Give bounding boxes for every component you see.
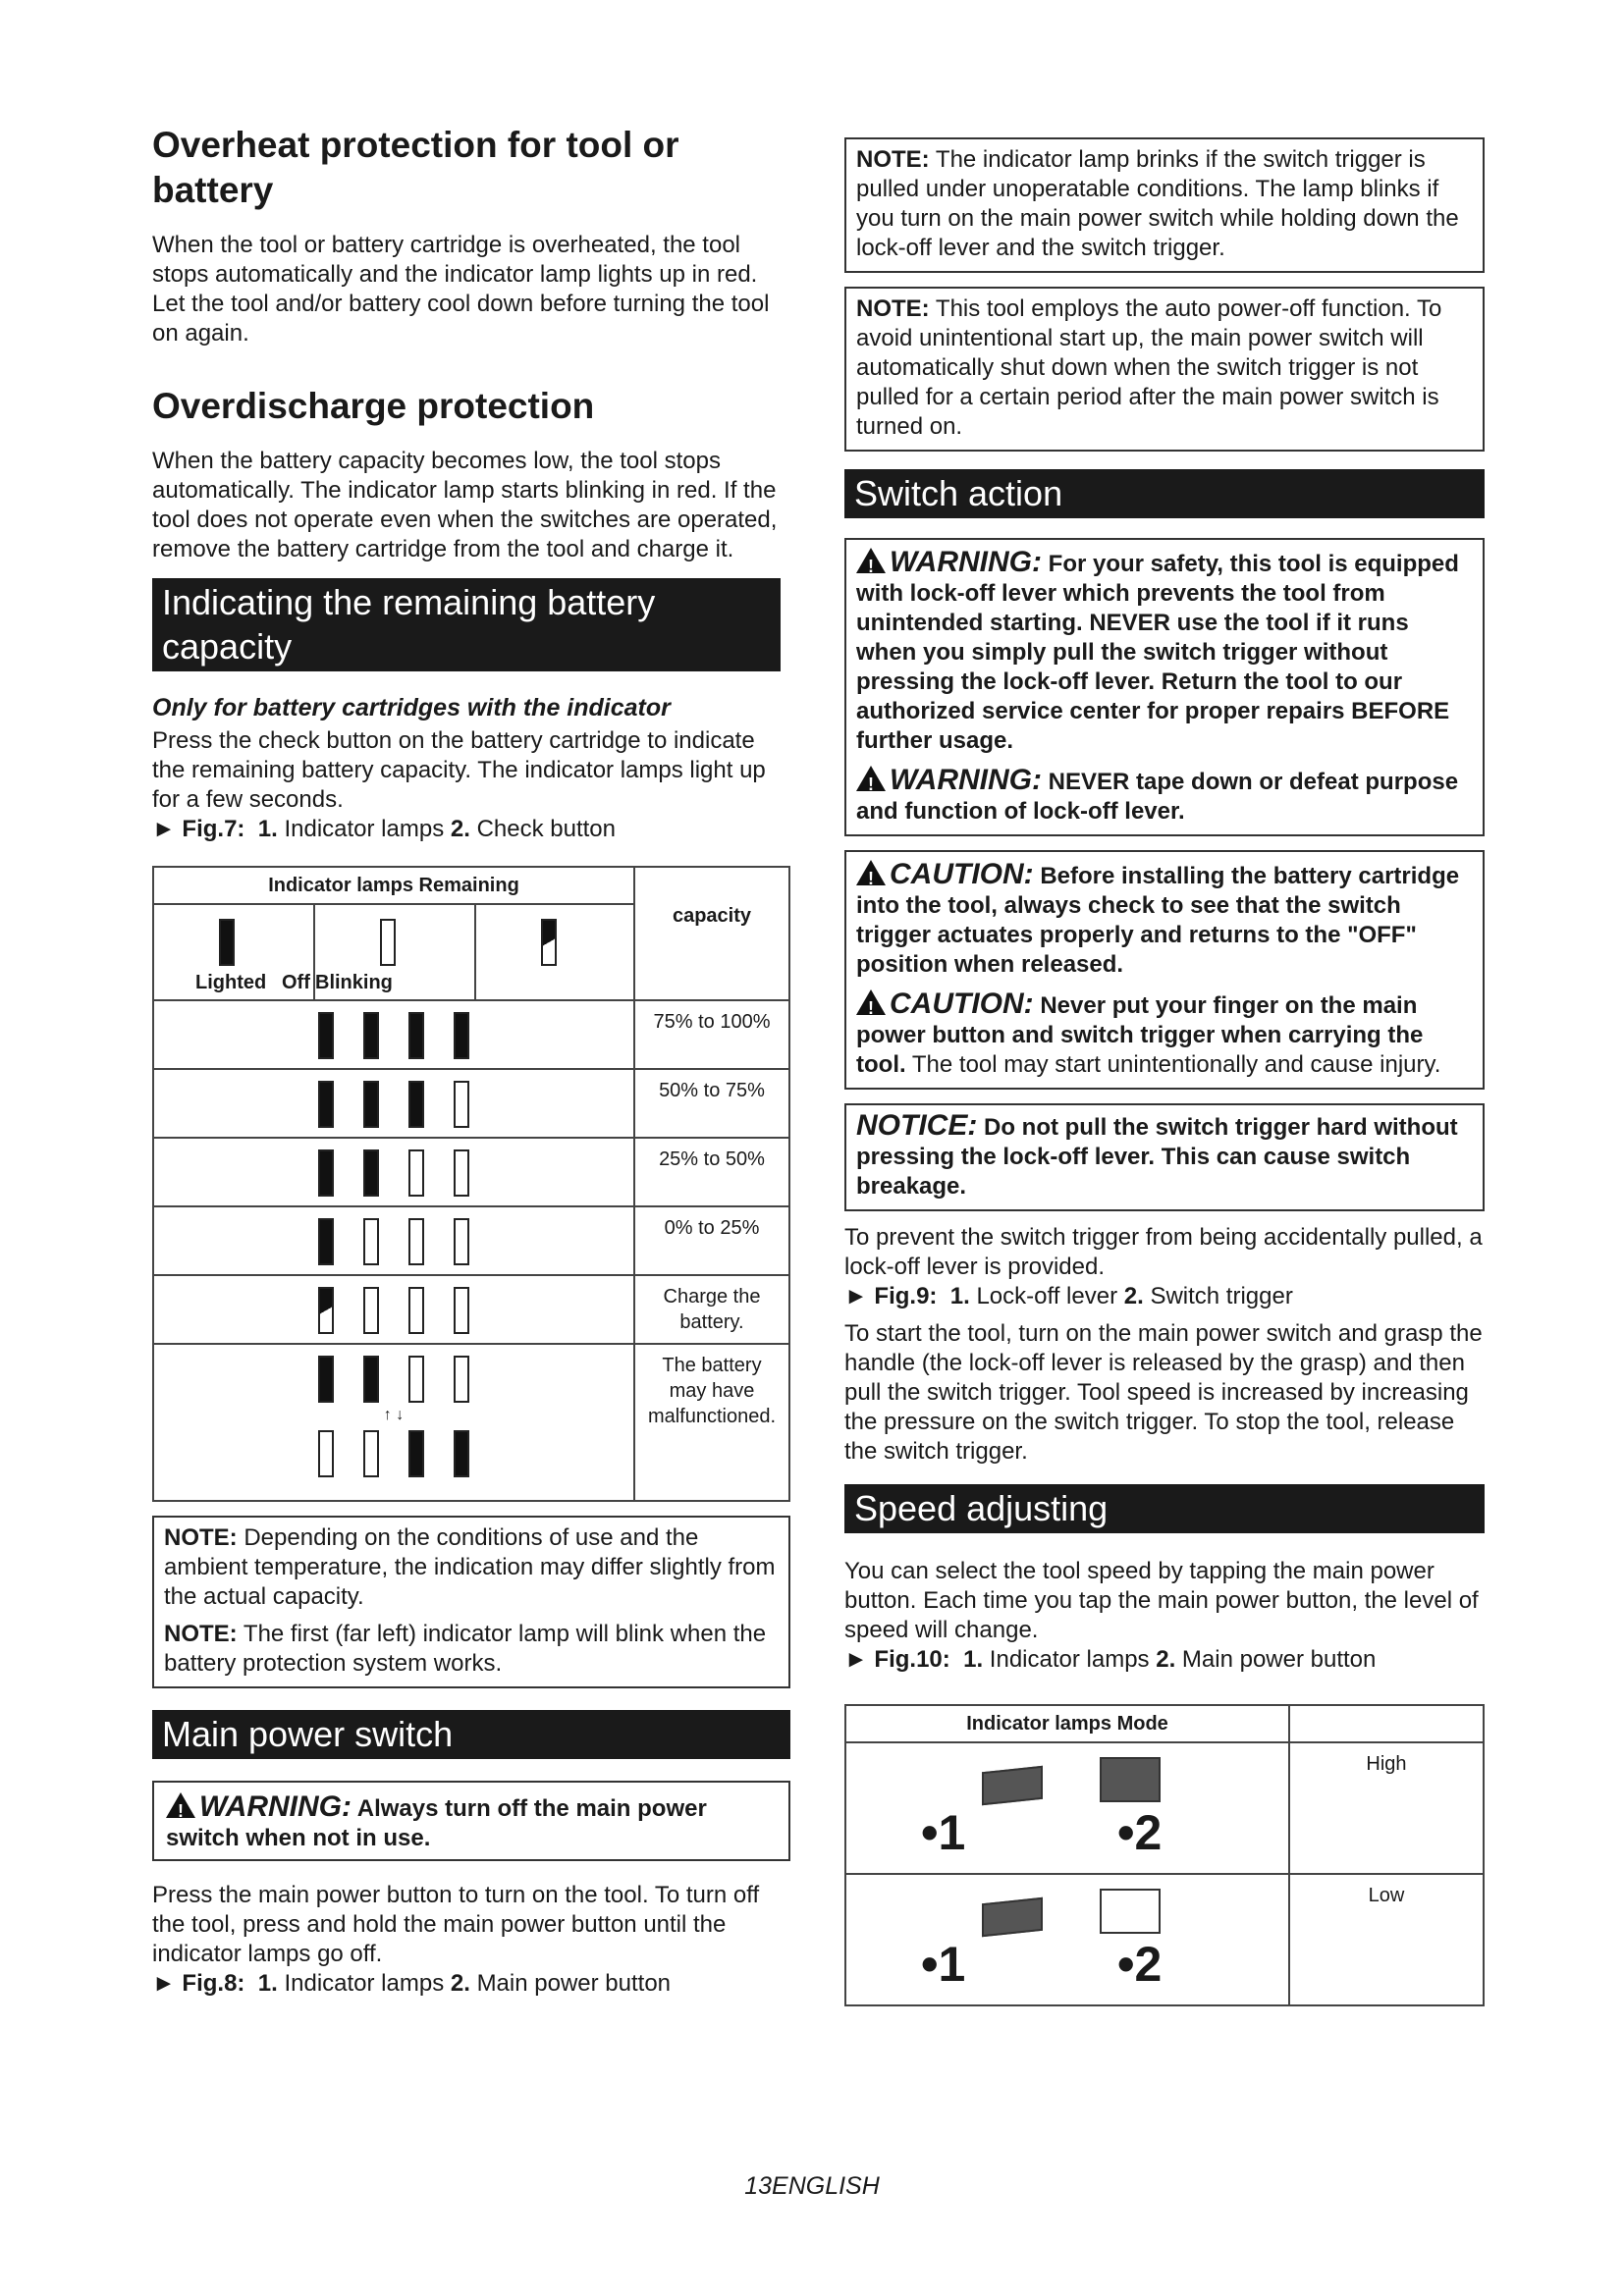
warning-text: NEVER tape down or defeat purpose and function of lock-off lever.	[856, 769, 1459, 825]
note1-text: Depending on the conditions of use and the ambient temperature, the indication may differ slightly from the actual capacity.	[164, 1524, 776, 1610]
fig8-t2: Main power button	[476, 1970, 672, 1997]
fig7-t2: Check button	[476, 816, 616, 842]
fig9-caption	[844, 1282, 1485, 1311]
mode-lamp-2-on	[1100, 1757, 1161, 1802]
fig10-label: ► Fig.10:	[844, 1646, 950, 1673]
mode-value: Low	[1368, 1885, 1405, 1906]
lamp	[454, 1356, 469, 1403]
lamp	[363, 1287, 379, 1334]
caution-text: The tool may start unintentionally and cause injury.	[911, 1051, 1441, 1078]
caution-bold-text: Never put your finger on the main power button and switch trigger when carrying the tool.	[856, 992, 1424, 1078]
lamp	[454, 1430, 469, 1477]
lamp	[318, 1430, 334, 1477]
lamp	[318, 1287, 334, 1334]
fig10-n1: 1.	[963, 1646, 984, 1673]
mode-label-2: •2	[1117, 1937, 1163, 1992]
legend-blinking: Blinking	[315, 972, 393, 993]
start-text: To start the tool, turn on the main power switch and grasp the handle (the lock-off lever is released by the grasp) and then pull the switch trigger. Tool speed is increased by increasing the pressure on the switch trigger. To stop the tool, release the switch trigger.	[844, 1320, 1483, 1465]
note1-label: NOTE:	[164, 1524, 238, 1551]
notice-label: NOTICE:	[856, 1109, 978, 1142]
warning-icon	[166, 1792, 195, 1818]
fig8-caption	[152, 1969, 790, 1999]
lamp	[318, 1149, 334, 1197]
mode-lamp-1-on	[982, 1897, 1043, 1938]
lamp	[363, 1081, 379, 1128]
lamp	[408, 1430, 424, 1477]
note2	[164, 1620, 779, 1679]
mode-label-1: •1	[921, 1937, 966, 1992]
fig8-t1: Indicator lamps	[284, 1970, 445, 1997]
speed-adjusting-banner: Speed adjusting	[844, 1484, 1485, 1533]
note-box-left	[152, 1516, 790, 1688]
note4-label: NOTE:	[856, 295, 930, 322]
lamp	[454, 1287, 469, 1334]
mode-value: High	[1366, 1753, 1407, 1775]
main-power-warning	[152, 1781, 790, 1861]
warning-label: WARNING:	[890, 546, 1042, 578]
note3-text: The indicator lamp brinks if the switch trigger is pulled under unoperatable conditions. The lamp blinks if you turn on the main power switch while holding down the lock-off lever and the switch trigger.	[856, 146, 1459, 261]
switch-warning-box	[844, 538, 1485, 836]
note1	[164, 1523, 779, 1612]
fig10-n2: 2.	[1156, 1646, 1176, 1673]
capacity-value: 75% to 100%	[653, 1011, 771, 1033]
remaining-subtitle: Only for battery cartridges with the indicator	[152, 694, 671, 721]
overdischarge-text: When the battery capacity becomes low, the tool stops automatically. The indicator lamp starts blinking in red. If the tool does not operate even when the switches are operated, remove the battery cartridge from the tool and charge it.	[152, 448, 778, 562]
lamp	[318, 1218, 334, 1265]
fig8-label: ► Fig.8:	[152, 1970, 245, 1997]
note4-box	[844, 287, 1485, 452]
lamp	[363, 1356, 379, 1403]
lamp	[408, 1287, 424, 1334]
legend-lamp-lighted	[219, 919, 235, 966]
warning-text: Always turn off the main power switch when not in use.	[166, 1795, 707, 1851]
lamp	[318, 1356, 334, 1403]
caution-text: Before installing the battery cartridge into the tool, always check to see that the switch trigger actuates properly and returns to the "OFF" position when released.	[856, 863, 1460, 978]
caution-box	[844, 850, 1485, 1090]
capacity-value: Charge the battery.	[663, 1286, 761, 1333]
lamp	[454, 1081, 469, 1128]
lamp	[318, 1012, 334, 1059]
capacity-value: The battery may have malfunctioned.	[647, 1355, 777, 1427]
left-column	[152, 123, 790, 1999]
main-power-text: Press the main power button to turn on the tool. To turn off the tool, press and hold the main power button until the indicator lamps go off.	[152, 1882, 760, 1967]
note2-text: The first (far left) indicator lamp will blink when the battery protection system works.	[164, 1621, 767, 1677]
mode-table	[844, 1704, 1485, 2006]
capacity-value: 0% to 25%	[664, 1217, 760, 1239]
overheat-text: When the tool or battery cartridge is overheated, the tool stops automatically and the indicator lamp lights up in red. Let the tool and/or battery cool down before turning the tool on again.	[152, 232, 770, 347]
mode-label-1: •1	[921, 1805, 966, 1860]
legend-lamp-blinking	[541, 919, 557, 966]
note2-label: NOTE:	[164, 1621, 238, 1647]
note3-box	[844, 137, 1485, 273]
mode-table-header: Indicator lamps Mode	[966, 1713, 1168, 1735]
warning-label: WARNING:	[890, 764, 1042, 796]
fig9-label: ► Fig.9:	[844, 1283, 938, 1309]
caution-label: CAUTION:	[890, 988, 1034, 1020]
warning-label: WARNING:	[199, 1790, 352, 1823]
speed-text: You can select the tool speed by tapping the main power button. Each time you tap the main power button, the level of speed will change.	[844, 1558, 1479, 1643]
lamp	[363, 1218, 379, 1265]
fig9-n2: 2.	[1123, 1283, 1144, 1309]
warning-icon	[856, 766, 886, 791]
caution-icon	[856, 860, 886, 885]
legend-lighted: Lighted	[195, 972, 267, 993]
fig8-n2: 2.	[450, 1970, 470, 1997]
overdischarge-title: Overdischarge protection	[152, 386, 595, 426]
fig9-n1: 1.	[949, 1283, 970, 1309]
right-column	[844, 137, 1485, 2006]
fig8-n1: 1.	[257, 1970, 278, 1997]
lamp	[408, 1218, 424, 1265]
fig10-t2: Main power button	[1181, 1646, 1377, 1673]
overheat-title: Overheat protection for tool or battery	[152, 125, 679, 210]
capacity-value: 25% to 50%	[659, 1148, 765, 1170]
lamp	[408, 1149, 424, 1197]
remaining-banner: Indicating the remaining battery capacity	[152, 578, 781, 671]
fig7-n2: 2.	[450, 816, 470, 842]
warning-icon	[856, 548, 886, 573]
capacity-table	[152, 866, 790, 1502]
switch-action-banner: Switch action	[844, 469, 1485, 518]
lamp	[408, 1356, 424, 1403]
fig9-t2: Switch trigger	[1150, 1283, 1293, 1309]
lockoff-text: To prevent the switch trigger from being accidentally pulled, a lock-off lever is provided.	[844, 1224, 1483, 1280]
lamp	[454, 1218, 469, 1265]
remaining-text: Press the check button on the battery cartridge to indicate the remaining battery capacity. The indicator lamps light up for a few seconds.	[152, 727, 766, 813]
caution-label: CAUTION:	[890, 858, 1034, 890]
notice-text: Do not pull the switch trigger hard without pressing the lock-off lever. This can cause switch breakage.	[856, 1114, 1458, 1200]
table-header-lamps: Indicator lamps Remaining	[154, 868, 633, 905]
legend-lamp-off	[380, 919, 396, 966]
alternate-arrows-icon: ↑ ↓	[383, 1407, 405, 1423]
legend-off: Off	[282, 972, 310, 993]
fig7-caption	[152, 815, 790, 844]
note3-label: NOTE:	[856, 146, 930, 173]
fig7-label: ► Fig.7:	[152, 816, 245, 842]
fig9-t1: Lock-off lever	[976, 1283, 1118, 1309]
note4-text: This tool employs the auto power-off function. To avoid unintentional start up, the main power switch will automatically shut down when the switch trigger is not pulled for a certain period after the main power switch is turned on.	[856, 295, 1442, 440]
main-power-banner: Main power switch	[152, 1710, 790, 1759]
lamp	[363, 1149, 379, 1197]
fig7-n1: 1.	[257, 816, 278, 842]
lamp	[454, 1012, 469, 1059]
lamp	[363, 1012, 379, 1059]
mode-lamp-1-on	[982, 1766, 1043, 1806]
lamp	[363, 1430, 379, 1477]
caution-icon	[856, 989, 886, 1015]
lamp	[408, 1081, 424, 1128]
lamp	[454, 1149, 469, 1197]
fig7-t1: Indicator lamps	[284, 816, 445, 842]
warning-text: For your safety, this tool is equipped with lock-off lever which prevents the tool from unintended starting. NEVER use the tool if it runs when you simply pull the switch trigger without pressing the lock-off lever. Return the tool to our authorized service center for proper repairs BEFORE further usage.	[856, 551, 1459, 754]
capacity-value: 50% to 75%	[659, 1080, 765, 1101]
fig10-caption	[844, 1645, 1485, 1675]
lamp	[318, 1081, 334, 1128]
mode-label-2: •2	[1117, 1805, 1163, 1860]
table-header-capacity: capacity	[672, 905, 752, 927]
lamp	[408, 1012, 424, 1059]
fig10-t1: Indicator lamps	[989, 1646, 1150, 1673]
mode-lamp-2-off	[1100, 1889, 1161, 1934]
page-footer: 13ENGLISH	[744, 2172, 880, 2200]
notice-box	[844, 1103, 1485, 1211]
